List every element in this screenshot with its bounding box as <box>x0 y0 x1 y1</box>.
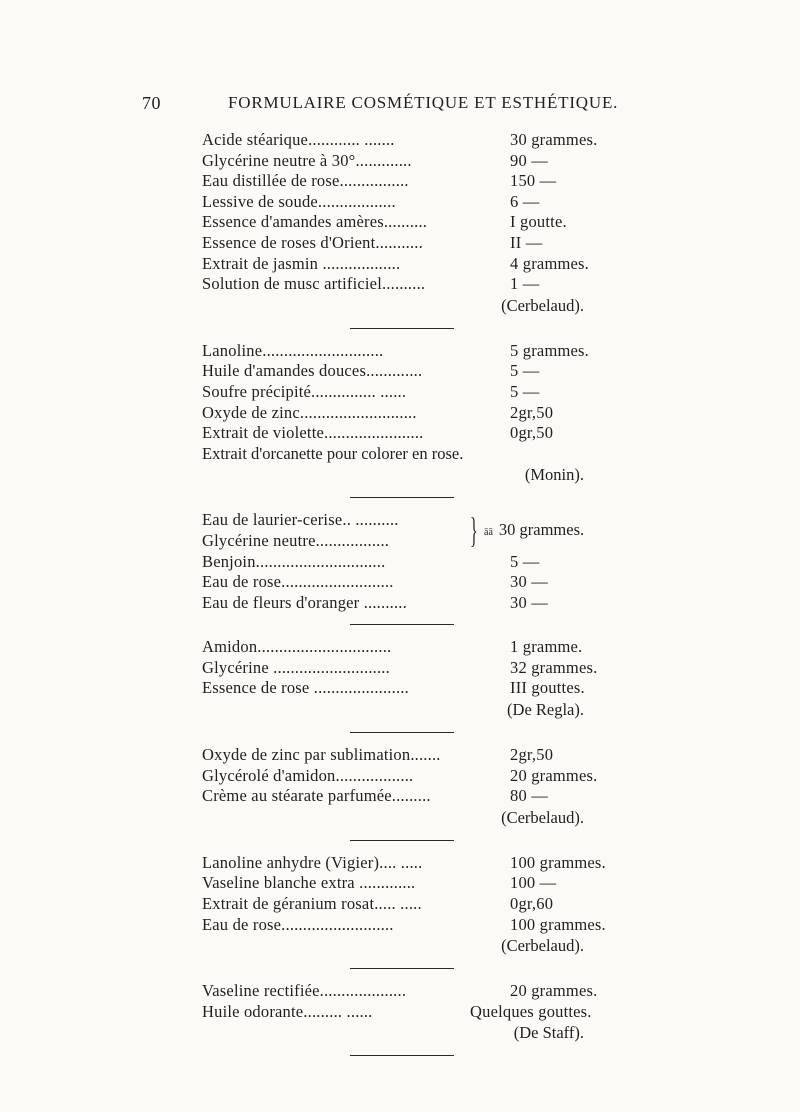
ingredient-line <box>202 341 612 362</box>
ingredient-line <box>202 361 612 382</box>
ingredient-quantity: 4 grammes. <box>510 253 589 273</box>
ingredient-name: Extrait de jasmin .................. <box>202 253 401 273</box>
ingredient-line <box>202 1002 612 1023</box>
ingredient-line <box>202 403 612 424</box>
ingredient-quantity: 100 grammes. <box>510 852 606 872</box>
section-divider <box>350 328 454 329</box>
running-title: FORMULAIRE COSMÉTIQUE ET ESTHÉTIQUE. <box>228 93 619 112</box>
recipe-section <box>202 510 612 613</box>
ingredient-line <box>202 151 612 172</box>
ingredient-name: Lanoline............................ <box>202 340 384 360</box>
ingredient-name: Glycérine neutre à 30°............. <box>202 150 412 170</box>
ingredient-name: Crème au stéarate parfumée......... <box>202 786 431 806</box>
ingredient-name: Solution de musc artificiel.......... <box>202 274 426 294</box>
ingredient-line <box>202 873 612 894</box>
ingredient-quantity: 0gr,50 <box>510 423 554 443</box>
section-divider <box>350 1055 454 1056</box>
ingredient-quantity: 2gr,50 <box>510 402 554 422</box>
ingredient-quantity: 20 grammes. <box>510 765 598 785</box>
ingredient-quantity: 5 grammes. <box>510 340 589 360</box>
ingredient-quantity: 100 — <box>510 873 557 893</box>
ingredient-name: Oxyde de zinc........................... <box>202 402 417 422</box>
ingredient-quantity: 2gr,50 <box>510 745 554 765</box>
author-name: (Cerbelaud). <box>501 295 584 315</box>
ingredient-name: Glycérine ........................... <box>202 657 390 677</box>
author-name: (De Regla). <box>507 700 584 720</box>
ingredient-name: Acide stéarique............ ....... <box>202 130 395 149</box>
ingredient-line <box>202 786 612 807</box>
ingredient-quantity: 30 — <box>510 592 548 612</box>
recipe-author <box>202 807 612 829</box>
ingredient-quantity: 80 — <box>510 786 548 806</box>
ingredient-line <box>202 274 612 295</box>
ingredient-name: Oxyde de zinc par sublimation....... <box>202 745 441 765</box>
recipe-author <box>202 295 612 317</box>
recipe-author <box>202 935 612 957</box>
ingredient-quantity: I goutte. <box>510 212 567 232</box>
recipe-author <box>202 1022 612 1044</box>
ingredient-name: Essence de rose ...................... <box>202 678 409 698</box>
recipe-section <box>202 637 612 721</box>
recipe-author <box>202 699 612 721</box>
ingredient-quantity: 5 — <box>510 551 540 571</box>
ingredient-name: Essence de roses d'Orient........... <box>202 232 423 252</box>
ingredient-quantity: 90 — <box>510 150 548 170</box>
recipe-section <box>202 853 612 957</box>
ana-abbreviation: āā <box>484 527 493 539</box>
author-name: (Monin). <box>524 465 584 485</box>
ingredient-name: Eau de fleurs d'oranger .......... <box>202 592 407 612</box>
recipe-section <box>202 341 612 487</box>
ingredient-name: Essence d'amandes amères.......... <box>202 212 428 232</box>
ingredient-line <box>202 766 612 787</box>
ingredient-quantity: II — <box>510 232 543 252</box>
ingredient-name: Eau de laurier-cerise.. .......... <box>202 510 399 530</box>
ingredient-name: Soufre précipité............... ...... <box>202 381 407 401</box>
ingredient-name: Amidon............................... <box>202 637 392 657</box>
ingredient-line <box>202 894 612 915</box>
page-header <box>0 93 800 119</box>
ingredient-quantity: 0gr,60 <box>510 894 554 914</box>
ingredient-name: Vaseline blanche extra ............. <box>202 873 416 893</box>
ingredient-line <box>202 572 612 593</box>
ingredient-line <box>202 233 612 254</box>
ingredient-name: Glycérine neutre................. <box>202 530 390 550</box>
ingredient-quantity: 30 grammes. <box>498 520 585 540</box>
ingredient-quantity: 1 — <box>510 274 540 294</box>
ingredient-name: Huile d'amandes douces............. <box>202 361 423 381</box>
section-divider <box>350 968 454 969</box>
ingredient-name: Extrait de géranium rosat..... ..... <box>202 894 422 914</box>
ingredient-name: Eau distillée de rose................ <box>202 171 409 191</box>
ingredient-quantity: 150 — <box>510 171 557 191</box>
recipe-section <box>202 981 612 1044</box>
recipe-section <box>202 130 612 317</box>
ingredient-name: Benjoin.............................. <box>202 551 386 571</box>
recipe-author <box>202 464 612 486</box>
ingredient-line <box>202 658 612 679</box>
ingredient-quantity: 1 gramme. <box>510 637 583 657</box>
section-divider <box>350 840 454 841</box>
ingredient-line <box>202 212 612 233</box>
ingredient-line <box>202 745 612 766</box>
ingredient-name: Glycérolé d'amidon.................. <box>202 765 414 785</box>
ingredient-line <box>202 678 612 699</box>
curly-brace-icon: } <box>470 510 478 551</box>
ingredient-name: Huile odorante......... ...... <box>202 1001 373 1021</box>
ingredient-quantity: 6 — <box>510 191 540 211</box>
ingredient-quantity: 5 — <box>510 381 540 401</box>
ingredient-line <box>202 130 612 151</box>
ingredient-line <box>202 382 612 403</box>
ingredient-line <box>202 853 612 874</box>
recipe-note: Extrait d'orcanette pour colorer en rose. <box>202 443 464 463</box>
ingredient-line <box>202 593 612 614</box>
ingredient-line <box>202 552 612 573</box>
ingredient-line <box>202 254 612 275</box>
recipes-content <box>202 130 612 1068</box>
ingredient-name: Eau de rose.......................... <box>202 572 394 592</box>
ingredient-name: Eau de rose.......................... <box>202 914 394 934</box>
author-name: (Cerbelaud). <box>501 936 584 956</box>
ingredient-line <box>202 915 612 936</box>
ingredient-quantity: III gouttes. <box>510 678 585 698</box>
ingredient-quantity: 30 grammes. <box>510 130 598 149</box>
recipe-section <box>202 745 612 829</box>
ingredient-quantity: 100 grammes. <box>510 914 606 934</box>
ingredient-name: Lanoline anhydre (Vigier).... ..... <box>202 852 423 872</box>
ingredient-name: Extrait de violette....................... <box>202 423 424 443</box>
section-divider <box>350 497 454 498</box>
ingredient-line <box>202 192 612 213</box>
ingredient-name: Lessive de soude.................. <box>202 191 396 211</box>
ingredient-quantity: 30 — <box>510 572 548 592</box>
bracketed-ingredients <box>202 510 612 551</box>
ingredient-name: Vaseline rectifiée.................... <box>202 981 407 1001</box>
bracket-quantity <box>484 520 584 544</box>
ingredient-line <box>202 981 612 1002</box>
page-number: 70 <box>142 93 161 113</box>
ingredient-quantity: 20 grammes. <box>510 981 598 1001</box>
ingredient-line <box>202 171 612 192</box>
ingredient-line <box>202 637 612 658</box>
ingredient-quantity: 32 grammes. <box>510 657 598 677</box>
author-name: (Cerbelaud). <box>501 807 584 827</box>
author-name: (De Staff). <box>513 1023 584 1043</box>
section-divider <box>350 624 454 625</box>
ingredient-line <box>202 423 612 444</box>
ingredient-quantity: Quelques gouttes. <box>470 1001 592 1021</box>
section-divider <box>350 732 454 733</box>
ingredient-quantity: 5 — <box>510 361 540 381</box>
